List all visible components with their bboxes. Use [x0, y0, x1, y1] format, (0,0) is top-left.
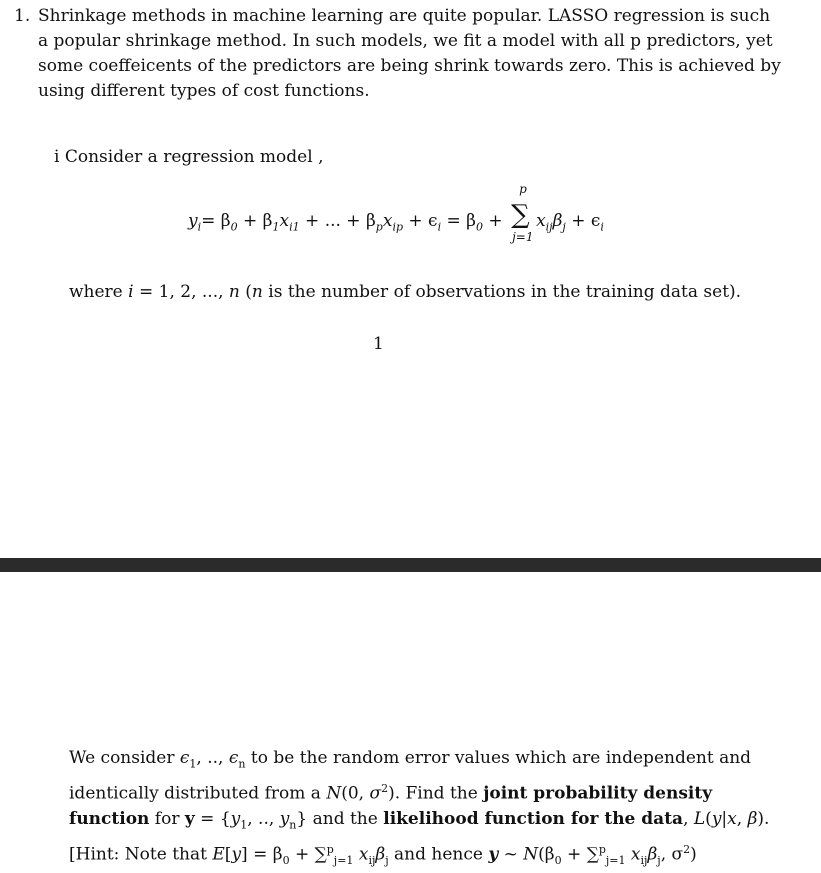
where-var: n	[228, 282, 240, 302]
eq-part: + ... + β	[299, 211, 376, 231]
eq-sub: j	[562, 220, 566, 234]
sum-lower-limit: j=1	[512, 230, 534, 244]
p2-math: y	[230, 809, 241, 830]
eq-part: x	[279, 211, 290, 231]
sum-upper-limit: p	[519, 182, 527, 196]
hint-text: + ∑	[561, 845, 599, 866]
hint-text: ~	[498, 845, 524, 866]
question-1	[14, 4, 784, 104]
hint-bold: y	[488, 845, 499, 866]
where-text: = 1, 2, ...,	[133, 282, 229, 302]
p2-text: to be the random error values which are independent and identically distributed from a	[69, 748, 752, 805]
subpart-i	[54, 145, 323, 170]
subpart-text: Consider a regression model ,	[64, 147, 324, 167]
p2-text: for	[149, 809, 185, 830]
eq-sub: ij	[545, 220, 553, 234]
page-separator	[0, 558, 821, 572]
p2-text: ). Find the	[388, 784, 484, 805]
eq-part: + β	[237, 211, 273, 231]
eq-part: = β	[441, 211, 476, 231]
subpart-label: i	[54, 147, 60, 167]
hint-math: E	[212, 845, 225, 866]
paragraph-likelihood	[69, 746, 779, 873]
where-text: is the number of observations in the training data set).	[262, 282, 742, 302]
p2-text: ,	[736, 809, 748, 830]
p2-math: β	[747, 809, 758, 830]
p2-text: (0,	[341, 784, 370, 805]
equation-line	[188, 182, 604, 244]
eq-part: + ϵ	[403, 211, 438, 231]
eq-sub: 1	[272, 220, 280, 234]
eq-sub: p	[375, 220, 383, 234]
p2-sub: n	[289, 818, 297, 832]
hint-text: )	[690, 845, 697, 866]
eq-sub: i	[600, 220, 604, 234]
p2-text: = {	[194, 809, 231, 830]
hint-sub: ij	[640, 854, 648, 868]
hint-text: + ∑	[289, 845, 327, 866]
eq-sub: 0	[230, 220, 238, 234]
p2-sub: 1	[240, 818, 248, 832]
hint-text: [Hint: Note that	[69, 845, 213, 866]
hint-math: y	[231, 845, 242, 866]
hint-sub: j=1	[333, 854, 354, 868]
eq-sub: i1	[289, 220, 300, 234]
question-number: 1.	[14, 6, 31, 26]
hint-sub: j=1	[605, 854, 626, 868]
hint-text: and hence	[388, 845, 489, 866]
where-clause	[69, 280, 741, 305]
p2-math: N	[326, 784, 342, 805]
p2-text: We consider	[69, 748, 180, 768]
p2-math: ϵ	[228, 748, 239, 768]
p2-text: (	[705, 809, 712, 830]
hint-sub: j	[385, 854, 389, 868]
hint-math: N	[523, 845, 539, 866]
question-text: Shrinkage methods in machine learning are quite popular. LASSO regression is such a popular shrinkage method. In such models, we fit a model with all p predictors, yet some coeffeicents of the predictors are being shrink towards zero. This is achieved by using different types of cost functions.	[38, 6, 781, 101]
hint-text: (β	[538, 845, 555, 866]
where-text: where	[69, 282, 129, 302]
p2-text: ).	[757, 809, 770, 830]
hint-sup: p	[598, 843, 606, 857]
p2-text: |	[721, 809, 728, 830]
p2-text: ,	[683, 809, 694, 830]
p2-sub: n	[238, 757, 246, 771]
eq-sub: ip	[392, 220, 403, 234]
p2-math: L	[693, 809, 706, 830]
eq-sub: 0	[476, 220, 483, 234]
eq-part: x	[536, 211, 546, 231]
summation	[508, 182, 536, 244]
p2-math: y	[711, 809, 722, 830]
where-text: (	[239, 282, 252, 302]
eq-sub: i	[437, 220, 442, 234]
hint-sub: ij	[368, 854, 376, 868]
p2-math: x	[727, 809, 737, 830]
eq-lhs: y	[188, 211, 198, 231]
p2-text: , ..,	[196, 748, 229, 768]
sum-symbol: ∑	[511, 200, 530, 230]
p2-math: y	[279, 809, 290, 830]
eq-part: β	[552, 211, 563, 231]
p2-text: , ..,	[247, 809, 280, 830]
p2-bold: joint probability density function	[69, 784, 713, 830]
hint-sub: 0	[282, 854, 290, 868]
page-number: 1	[373, 334, 384, 354]
eq-part: +	[483, 211, 509, 231]
eq-part: = β	[201, 211, 231, 231]
hint-sup: p	[326, 843, 334, 857]
where-var: n	[251, 282, 263, 302]
p2-math: σ	[369, 784, 382, 805]
hint-sup: 2	[683, 843, 691, 857]
p2-bold: y	[184, 809, 195, 830]
eq-part: x	[382, 211, 393, 231]
hint-math: β	[375, 845, 386, 866]
hint-text: ] = β	[241, 845, 283, 866]
hint-text: [	[224, 845, 232, 866]
eq-lhs-sub: i	[197, 220, 202, 234]
regression-equation	[188, 182, 688, 250]
p2-bold: likelihood function for the data	[383, 809, 684, 830]
hint-sub: 0	[554, 854, 562, 868]
p2-text: } and the	[296, 809, 384, 830]
hint-math: β	[647, 845, 658, 866]
p2-sup: 2	[381, 782, 389, 796]
hint-text: , σ	[660, 845, 684, 866]
hint-sub: j	[657, 854, 661, 868]
hint-math: x	[625, 845, 641, 866]
where-var: i	[128, 282, 134, 302]
hint-math: x	[353, 845, 369, 866]
p2-sub: 1	[189, 757, 197, 771]
eq-part: + ϵ	[565, 211, 601, 231]
p2-math: ϵ	[179, 748, 190, 768]
